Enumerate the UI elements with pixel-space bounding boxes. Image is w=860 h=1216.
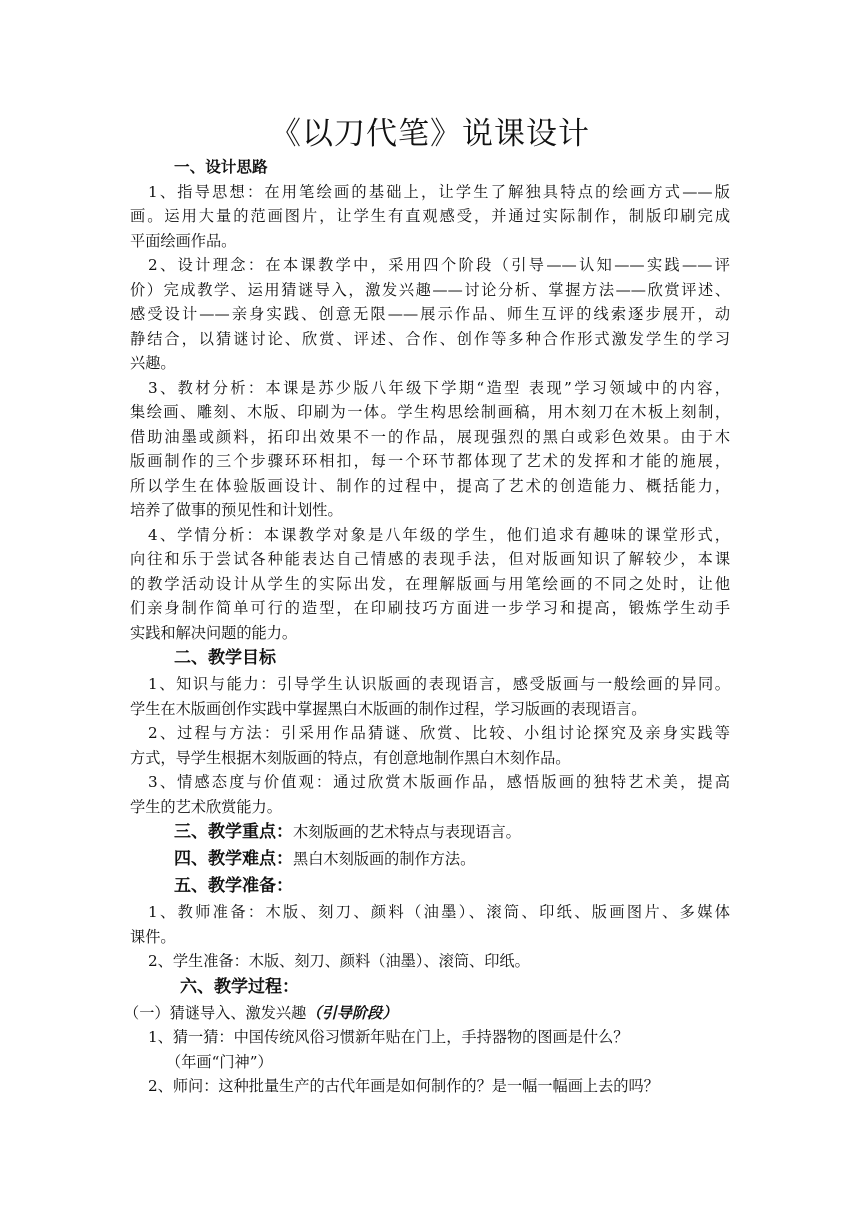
paragraph-line: 所以学生在体验版画设计、制作的过程中，提高了艺术的创造能力、概括能力， (130, 476, 730, 495)
section-heading-difficulties: 四、教学难点： (174, 849, 293, 869)
section-heading-key-points: 三、教学重点： (174, 822, 293, 842)
document-title: 《以刀代笔》说课设计 (270, 116, 590, 152)
paragraph-line: 1、教师准备：木版、刻刀、颜料（油墨）、滚筒、印纸、版画图片、多媒体 (148, 903, 730, 921)
paragraph-line: 感受设计——亲身实践、创意无限——展示作品、师生互评的线索逐步展开，动 (130, 305, 730, 323)
document-body (124, 155, 730, 1099)
paragraph-line: 1、知识与能力：引导学生认识版画的表现语言，感受版画与一般绘画的异同。 (148, 675, 730, 693)
paragraph-line: 画。运用大量的范画图片，让学生有直观感受，并通过实际制作，制版印刷完成 (130, 207, 730, 225)
section-heading-preparation: 五、教学准备： (174, 876, 293, 896)
paragraph-line: 平面绘画作品。 (130, 231, 237, 250)
paragraph-line: 静结合，以猜谜讨论、欣赏、评述、合作、创作等多种合作形式激发学生的学习 (130, 329, 730, 348)
paragraph-line: 学生在木版画创作实践中掌握黑白木版画的制作过程，学习版画的表现语言。 (130, 699, 647, 718)
paragraph-line: 2、过程与方法：引采用作品猜谜、欣赏、比较、小组讨论探究及亲身实践等 (148, 724, 730, 742)
paragraph-line: 学生的艺术欣赏能力。 (130, 797, 282, 816)
section-heading-process: 六、教学过程： (180, 976, 299, 997)
paragraph-line: 版画制作的三个步骤环环相扣，每一个环节都体现了艺术的发挥和才能的施展， (130, 452, 730, 470)
section-key-points (130, 819, 730, 846)
paragraph-line: 课件。 (130, 927, 176, 946)
paragraph-line: 4、学情分析：本课教学对象是八年级的学生，他们追求有趣味的课堂形式， (148, 525, 730, 544)
paragraph-line: 兴趣。 (130, 354, 176, 372)
paragraph-line: 的教学活动设计从学生的实际出发，在理解版画与用笔绘画的不同之处时，让他 (130, 574, 730, 593)
paragraph-line: 2、设计理念：在本课教学中，采用四个阶段（引导——认知——实践——评 (148, 256, 730, 274)
step-heading (124, 1001, 730, 1026)
paragraph-line: 1、猜一猜：中国传统风俗习惯新年贴在门上，手持器物的图画是什么？ (148, 1028, 629, 1046)
key-points-text: 木刻版画的艺术特点与表现语言。 (293, 823, 521, 841)
paragraph-line: 借助油墨或颜料，拓印出效果不一的作品，展现强烈的黑白或彩色效果。由于木 (130, 427, 730, 446)
paragraph-line: 向往和乐于尝试各种能表达自己情感的表现手法，但对版画知识了解较少，本课 (130, 550, 730, 568)
section-heading-teaching-goals: 二、教学目标 (174, 648, 276, 668)
paragraph-line: 方式，导学生根据木刻版画的特点，有创意地制作黑白木刻作品。 (130, 748, 571, 767)
paragraph-line: 集绘画、雕刻、木版、印刷为一体。学生构思绘制画稿，用木刻刀在木板上刻制， (130, 403, 730, 421)
paragraph-line: 2、师问：这种批量生产的古代年画是如何制作的？是一幅一幅画上去的吗？ (148, 1077, 659, 1095)
difficulties-text: 黑白木刻版画的制作方法。 (293, 850, 476, 868)
paragraph-line: 3、情感态度与价值观：通过欣赏木版画作品，感悟版画的独特艺术美，提高 (148, 773, 730, 791)
paragraph-line: 价）完成教学、运用猜谜导入，激发兴趣——讨论分析、掌握方法——欣赏评述、 (130, 280, 730, 299)
paragraph-line: 2、学生准备：木版、刻刀、颜料（油墨）、滚筒、印纸。 (148, 952, 530, 970)
paragraph-line: 们亲身制作简单可行的造型，在印刷技巧方面进一步学习和提高，锻炼学生动手 (130, 599, 730, 617)
step-heading-text: （一）猜谜导入、激发兴趣 (124, 1003, 307, 1022)
section-difficulties (130, 846, 730, 873)
paragraph-line: 1、指导思想：在用笔绘画的基础上，让学生了解独具特点的绘画方式——版 (148, 182, 730, 201)
answer-line: （年画“门神”） (166, 1052, 273, 1071)
paragraph-line: 培养了做事的预见性和计划性。 (130, 501, 343, 519)
paragraph-line: 3、教材分析：本课是苏少版八年级下学期“造型 表现”学习领域中的内容， (148, 378, 730, 397)
step-stage-label: （引导阶段） (306, 1003, 398, 1022)
paragraph-line: 实践和解决问题的能力。 (130, 623, 298, 642)
section-heading-design-ideas: 一、设计思路 (174, 157, 268, 176)
